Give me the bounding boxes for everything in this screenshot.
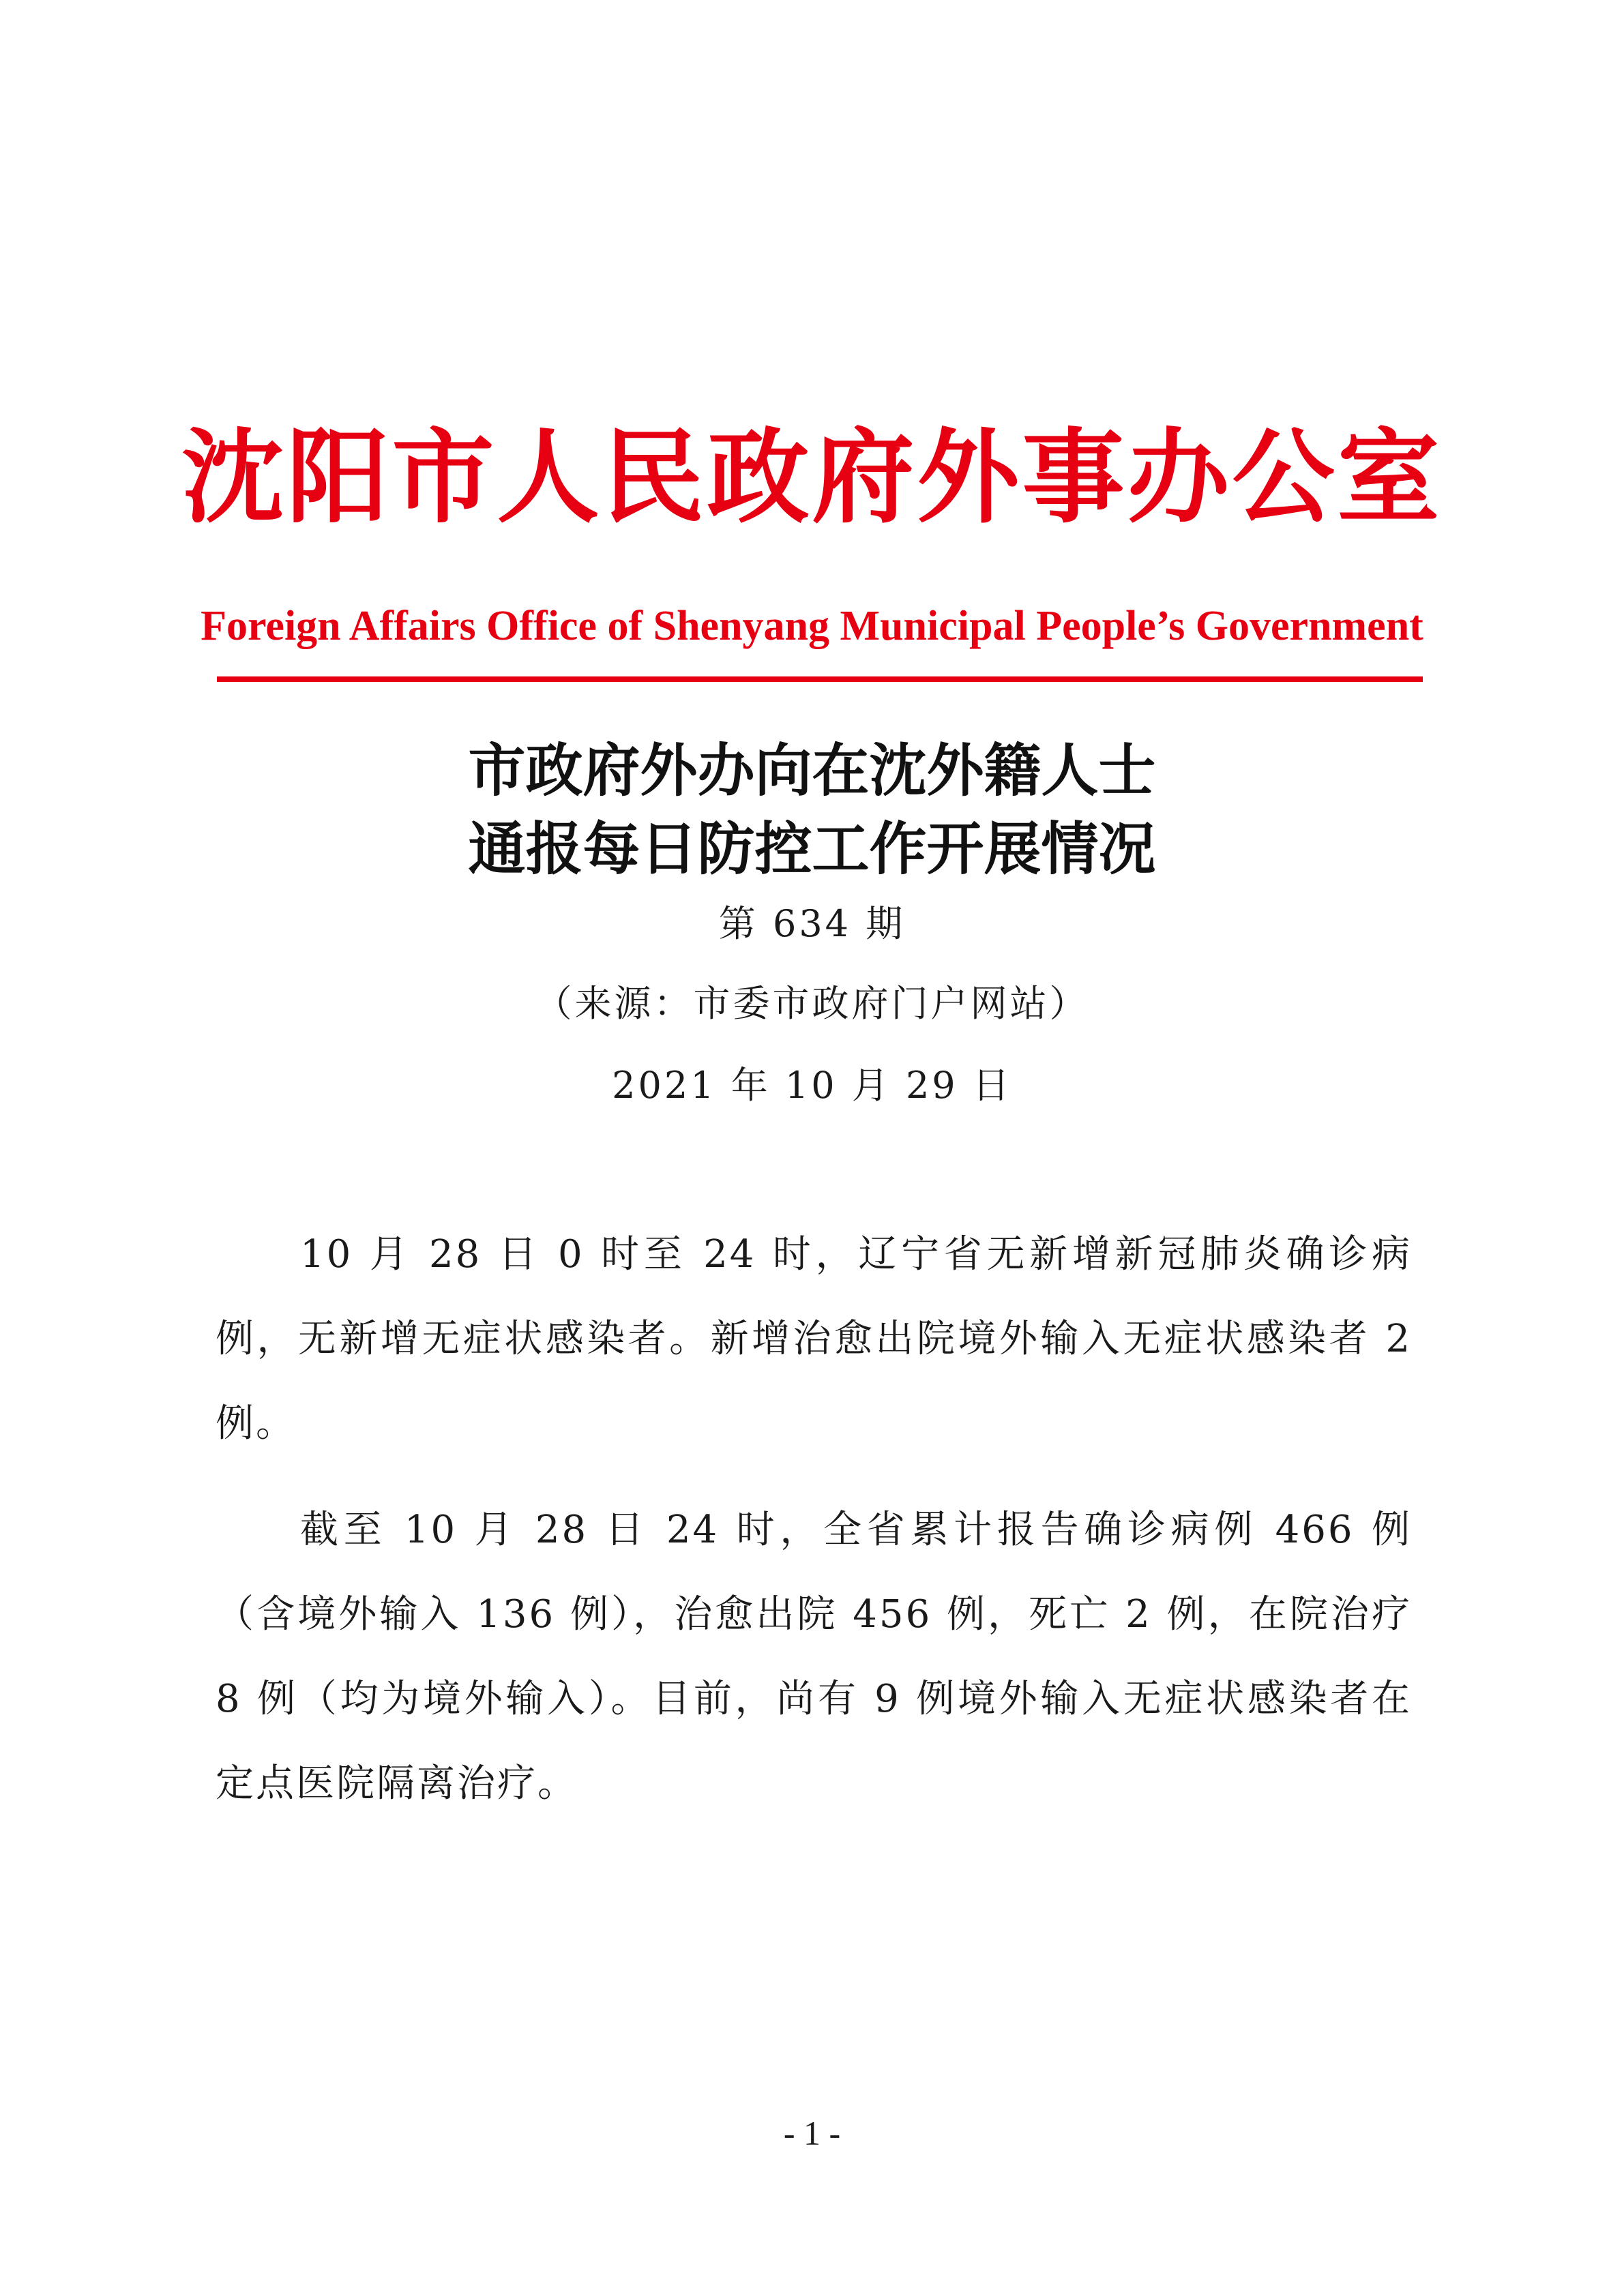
document-date: 2021 年 10 月 29 日 bbox=[612, 1064, 1012, 1107]
source-note: （来源：市委市政府门户网站） bbox=[535, 982, 1089, 1025]
document-title-line2: 通报每日防控工作开展情况 bbox=[468, 815, 1156, 882]
org-name-english: Foreign Affairs Office of Shenyang Municipal People’s Government bbox=[201, 603, 1423, 649]
header-divider bbox=[217, 676, 1423, 682]
org-name-chinese: 沈阳市人民政府外事办公室 bbox=[181, 417, 1443, 537]
body-paragraph-1: 10 月 28 日 0 时至 24 时，辽宁省无新增新冠肺炎确诊病例，无新增无症状感染者。新增治愈出院境外输入无症状感染者 2 例。 bbox=[216, 1232, 1412, 1446]
issue-number: 第 634 期 bbox=[718, 902, 906, 945]
page-number: - 1 - bbox=[783, 2114, 841, 2152]
body-paragraph-2: 截至 10 月 28 日 24 时，全省累计报告确诊病例 466 例（含境外输入 136 例），治愈出院 456 例，死亡 2 例，在院治疗 8 例（均为境外输入）。目前，尚有 9 例境外输入无症状感染者在定点医院隔离治疗。 bbox=[216, 1508, 1412, 1806]
document-title-line1: 市政府外办向在沈外籍人士 bbox=[468, 736, 1156, 804]
